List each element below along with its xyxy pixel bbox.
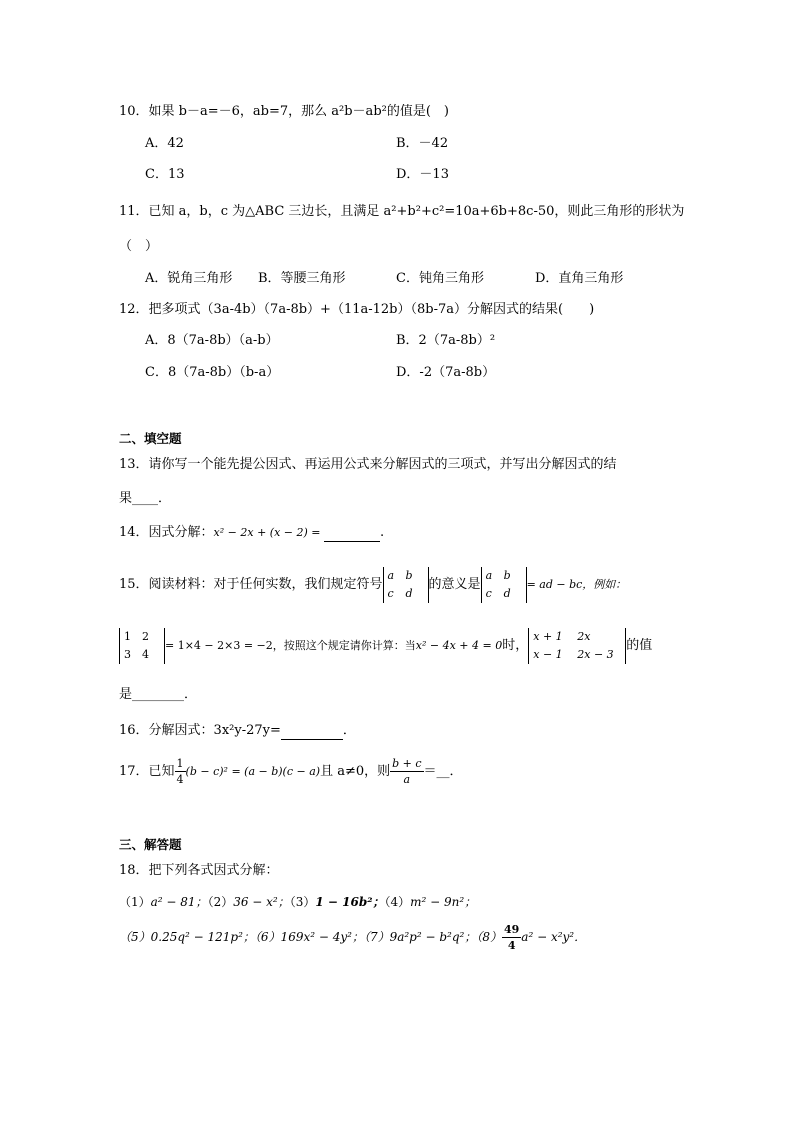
q15-symbol-determinant: [383, 567, 429, 603]
q15-example-calc: = 1×4 − 2×3 = −2，按照这个规定请你计算：当: [165, 639, 416, 652]
q12-option-c: C．8（7a-8b）（b-a）: [145, 365, 280, 380]
q16-tail: ．: [342, 723, 356, 738]
q17-condition: 且 a≠0，则: [320, 764, 391, 779]
question-11-paren: （ ）: [119, 239, 159, 254]
question-13-line1: 13．请你写一个能先提公因式、再运用公式来分解因式的三项式，并写出分解因式的结: [119, 457, 617, 472]
def-d: d: [503, 586, 511, 600]
q12-option-d: D．-2（7a-8b）: [396, 365, 496, 380]
q17-prefix: 17．已知: [119, 764, 175, 779]
q17-fraction-quarter: [175, 756, 186, 787]
q15-example-determinant: [119, 628, 165, 664]
q18-item3-expr: 1 − 16b²；: [315, 895, 385, 909]
question-15-line1: [119, 566, 626, 604]
q12-option-b: B．2（7a-8b）²: [396, 333, 496, 348]
m-d: 2x − 3: [577, 647, 614, 661]
q18-item1-expr: a² − 81；: [150, 895, 208, 909]
ex-a: 1: [124, 629, 131, 643]
q15-mid: 的意义是: [428, 577, 481, 592]
def-a: a: [485, 568, 493, 582]
q17-frac-num: 1: [176, 757, 184, 770]
q18-item1-label: （1）: [119, 895, 151, 909]
q14-prefix: 14．因式分解：: [119, 525, 214, 540]
q10-option-c: C．13: [145, 167, 185, 182]
q18-items-5-8: （5）0.25q² − 121p²；（6）169x² − 4y²；（7）9a²p² − b²q²；（8）: [119, 930, 502, 944]
q18-item4-expr: m² − 9n²；: [410, 895, 477, 909]
q18-fraction-49-4: [502, 922, 521, 953]
question-13-line2: 果____．: [119, 491, 172, 506]
det-c: c: [387, 586, 394, 600]
q17-fraction-result: [390, 756, 423, 787]
question-15-line2: [119, 626, 652, 666]
q17-g-num: b + c: [392, 757, 422, 770]
q15-tail: 的值: [626, 638, 653, 653]
q15-matrix-determinant: [528, 628, 626, 664]
q18-item3-label: （3）: [289, 895, 316, 909]
q15-when: 时，: [502, 638, 529, 653]
question-18-stem: 18．把下列各式因式分解：: [119, 863, 279, 878]
q11-option-c: C．钝角三角形: [396, 271, 484, 286]
q14-tail: .: [380, 525, 385, 540]
q18-item4-label: （4）: [384, 895, 411, 909]
question-15-line3: 是________．: [119, 687, 198, 702]
def-c: c: [485, 586, 492, 600]
q18-item8-expr: a² − x²y²．: [521, 930, 587, 944]
q18-item2-label: （2）: [207, 895, 234, 909]
q17-g-den: a: [403, 773, 411, 786]
det-b: b: [405, 568, 413, 582]
question-10-stem: 10．如果 b－a=－6，ab=7，那么 a²b－ab²的值是( ): [119, 104, 449, 119]
q18-frac-den: 4: [507, 939, 516, 952]
det-d: d: [405, 586, 413, 600]
q10-option-d: D．－13: [396, 167, 449, 182]
ex-c: 3: [124, 647, 131, 661]
m-b: 2x: [577, 629, 591, 643]
def-b: b: [503, 568, 511, 582]
q17-expression: (b − c)² = (a − b)(c − a): [185, 765, 321, 778]
q11-option-a: A．锐角三角形: [145, 271, 233, 286]
question-18-row2: [119, 918, 586, 956]
q15-definition: = ad − bc，例如：: [526, 578, 627, 591]
question-17: [119, 752, 463, 792]
question-11-stem: 11．已知 a，b，c 为△ABC 三边长，且满足 a²+b²+c²=10a+6b+8c-50，则此三角形的形状为: [119, 204, 685, 219]
q17-tail: ＝__．: [423, 764, 463, 779]
q18-frac-num: 49: [503, 923, 520, 936]
q10-option-b: B．－42: [396, 136, 449, 151]
section-fill-in-heading: 二、填空题: [119, 431, 182, 446]
q11-option-b: B．等腰三角形: [258, 271, 346, 286]
m-c: x − 1: [533, 647, 563, 661]
q14-answer-blank: [324, 527, 380, 542]
question-16: [119, 722, 356, 740]
q16-text: 16．分解因式：3x²y-27y=: [119, 723, 281, 738]
q15-definition-determinant: [481, 567, 527, 603]
section-answer-heading: 三、解答题: [119, 837, 182, 852]
q18-item2-expr: 36 − x²；: [233, 895, 290, 909]
q17-frac-den: 4: [176, 773, 184, 786]
q15-condition: x² − 4x + 4 = 0: [415, 639, 503, 652]
q12-option-a: A．8（7a-8b）（a-b）: [145, 333, 279, 348]
ex-d: 4: [142, 647, 149, 661]
question-18-row1: [119, 893, 476, 911]
m-a: x + 1: [533, 629, 563, 643]
det-a: a: [387, 568, 395, 582]
question-14: [119, 524, 384, 542]
q16-answer-blank: [281, 725, 343, 740]
question-12-stem: 12．把多项式（3a-4b）（7a-8b）+（11a-12b）（8b-7a）分解因式的结果( ): [119, 302, 595, 317]
q10-option-a: A．42: [145, 136, 184, 151]
ex-b: 2: [142, 629, 149, 643]
q14-expression: x² − 2x + (x − 2) =: [213, 526, 324, 539]
q11-option-d: D．直角三角形: [535, 271, 624, 286]
q15-prefix: 15．阅读材料：对于任何实数，我们规定符号: [119, 577, 383, 592]
